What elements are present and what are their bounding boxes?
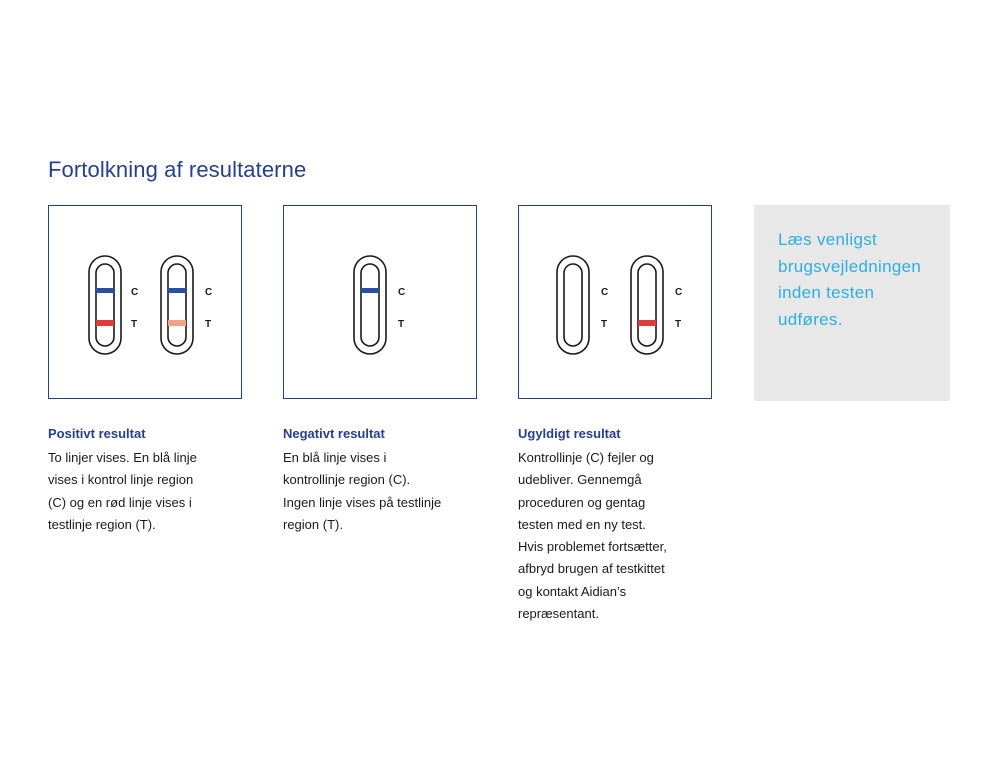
description-line: testlinje region (T). — [48, 516, 156, 532]
cassette-positive-strong — [89, 256, 138, 354]
cassette-window — [638, 264, 656, 346]
cassette-window — [361, 264, 379, 346]
description-line: vises i kontrol linje region — [48, 472, 194, 488]
test-label: T — [131, 319, 138, 330]
cassette-invalid-no-lines — [557, 256, 608, 354]
control-label: C — [398, 287, 406, 298]
description-line: region (T). — [283, 516, 343, 532]
test-label: T — [675, 319, 682, 330]
invalid-result-description — [518, 425, 718, 625]
control-line-blue — [96, 288, 114, 293]
negative-result-description — [283, 425, 483, 536]
test-line-red — [638, 320, 656, 326]
description-line: Hvis problemet fortsætter, — [518, 539, 667, 555]
note-line: Læs venligst — [778, 230, 878, 249]
control-label: C — [131, 287, 139, 298]
instructions-note-text — [778, 227, 948, 333]
negative-cassette-drawing — [284, 206, 478, 400]
cassette-window — [564, 264, 582, 346]
instructions-note-box — [754, 205, 950, 401]
control-label: C — [601, 287, 609, 298]
description-line: testen med en ny test. — [518, 516, 646, 532]
cassette-negative — [354, 256, 405, 354]
cassette-window — [168, 264, 186, 346]
control-label: C — [205, 287, 213, 298]
description-line: Kontrollinje (C) fejler og — [518, 450, 654, 465]
note-line: brugsvejledningen — [778, 256, 922, 276]
cassette-positive-faint — [161, 256, 212, 354]
control-label: C — [675, 287, 683, 298]
positive-result-illustration — [48, 205, 242, 399]
test-line-faint-red — [168, 320, 186, 326]
description-line: afbryd brugen af testkittet — [518, 561, 665, 577]
invalid-cassettes-drawing — [519, 206, 713, 400]
description-line: (C) og en rød linje vises i — [48, 494, 192, 510]
control-line-blue — [168, 288, 186, 293]
negative-result-title: Negativt resultat — [283, 426, 385, 441]
control-line-blue — [361, 288, 379, 293]
negative-result-illustration — [283, 205, 477, 399]
page-title: Fortolkning af resultaterne — [48, 157, 307, 182]
description-line: udebliver. Gennemgå — [518, 472, 642, 488]
cassette-window — [96, 264, 114, 346]
test-line-red — [96, 320, 114, 326]
invalid-result-title: Ugyldigt resultat — [518, 426, 621, 441]
description-line: Ingen linje vises på testlinje — [283, 494, 442, 510]
description-line: To linjer vises. En blå linje — [48, 450, 197, 465]
description-line: proceduren og gentag — [518, 494, 646, 510]
description-line: og kontakt Aidian’s — [518, 583, 627, 599]
positive-cassettes-drawing — [49, 206, 243, 400]
cassette-invalid-test-only — [631, 256, 682, 354]
test-label: T — [601, 319, 608, 330]
positive-result-description — [48, 425, 248, 536]
description-line: kontrollinje region (C). — [283, 472, 411, 488]
note-line: inden testen — [778, 283, 875, 302]
invalid-result-illustration — [518, 205, 712, 399]
description-line: repræsentant. — [518, 606, 599, 622]
test-label: T — [205, 319, 212, 330]
test-label: T — [398, 319, 405, 330]
note-line: udføres. — [778, 309, 843, 329]
description-line: En blå linje vises i — [283, 450, 387, 465]
positive-result-title: Positivt resultat — [48, 426, 146, 441]
